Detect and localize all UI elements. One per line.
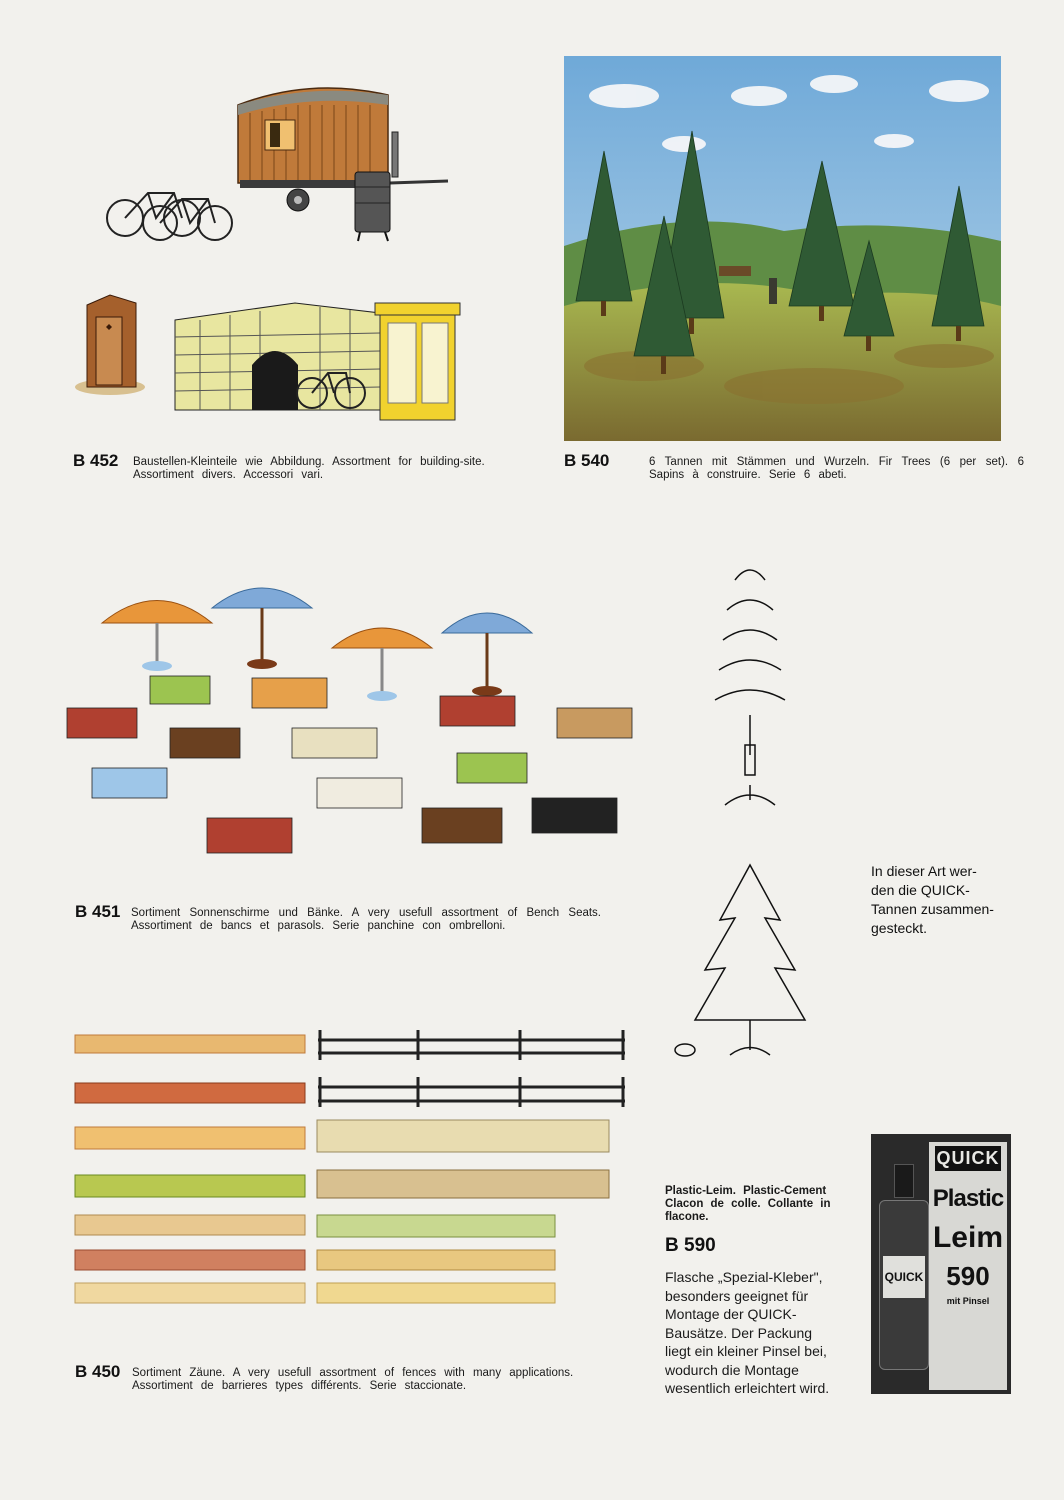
- glue-body-line-3: Montage der QUICK-: [665, 1306, 797, 1322]
- item-code-b450: B 450: [75, 1362, 121, 1381]
- tree-note-line-4: gesteckt.: [871, 920, 928, 936]
- post-rail-fence-shapes: [318, 1030, 625, 1107]
- item-description-b540: 6 Tannen mit Stämmen und Wurzeln. Fir Trees (6 per set). 6 Sapins à construire. Serie 6 abeti.: [649, 456, 1024, 481]
- tree-note-line-3: Tannen zusammen-: [871, 901, 994, 917]
- outhouse-image: [75, 295, 145, 395]
- tree-assembly-drawing-complete: [665, 860, 835, 1070]
- bicycles-image: [107, 193, 232, 240]
- tree-assembly-drawing-exploded: [665, 555, 835, 820]
- glue-box-face: [929, 1142, 1007, 1390]
- glue-box-sub: mit Pinsel: [946, 1296, 990, 1306]
- glue-box-brand: QUICK: [935, 1146, 1001, 1171]
- glue-heading-line-2: Clacon de colle. Collante in: [665, 1198, 831, 1210]
- phone-booth-image: [375, 303, 460, 420]
- glue-body-line-1: Flasche „Spezial-Kleber",: [665, 1269, 823, 1285]
- lattice-fence-shapes: [75, 1035, 305, 1303]
- glue-description: [665, 1268, 870, 1398]
- item-description-b451: Sortiment Sonnenschirme und Bänke. A very usefull assortment of Bench Seats. Assortiment de bancs et parasols. Serie panchine con ombrelloni.: [131, 907, 601, 932]
- tree-assembly-note: [871, 862, 1031, 938]
- glue-body-line-4: Bausätze. Der Packung: [665, 1324, 813, 1341]
- glue-body-line-5: liegt ein kleiner Pinsel bei,: [665, 1343, 827, 1359]
- tree-note-line-2: den die QUICK-: [871, 882, 970, 898]
- item-description-b452: Baustellen-Kleinteile wie Abbildung. Assortment for building-site. Assortiment divers. Accessori vari.: [133, 456, 485, 481]
- glue-box-photo: [871, 1134, 1011, 1394]
- site-parts-illustration: [70, 75, 540, 430]
- glue-bottle: [877, 1164, 931, 1374]
- picket-fence-shapes: [317, 1120, 609, 1303]
- item-description-b450: Sortiment Zäune. A very usefull assortment of fences with many applications. Assortiment de barrieres types différents. Serie staccionate.: [132, 1367, 574, 1392]
- glue-heading: [665, 1185, 865, 1224]
- construction-hut-image: [238, 88, 448, 211]
- glue-bottle-label: QUICK: [883, 1256, 925, 1298]
- glue-body-line-7: wesentlich erleichtert wird.: [665, 1380, 830, 1396]
- glue-body-line-6: wodurch die Montage: [665, 1361, 799, 1378]
- parasols-benches-illustration: [62, 578, 652, 888]
- glue-body-line-2: besonders geeignet für: [665, 1287, 809, 1304]
- glue-box-line-1: Plastic: [932, 1185, 1004, 1212]
- bench-shapes: [67, 676, 632, 853]
- item-code-b452: B 452: [73, 451, 119, 470]
- glue-box-line-2: Leim: [932, 1221, 1004, 1254]
- fences-illustration: [70, 1025, 635, 1315]
- glue-box-number: 590: [946, 1261, 990, 1291]
- glue-heading-line-3: flacone.: [665, 1211, 709, 1223]
- fir-trees-photo: [564, 56, 1001, 441]
- tree-note-line-1: In dieser Art wer-: [871, 863, 977, 879]
- stone-tunnel-image: [175, 303, 380, 410]
- glue-heading-line-1: Plastic-Leim. Plastic-Cement: [665, 1185, 827, 1197]
- item-code-b540: B 540: [564, 451, 610, 470]
- item-code-b590: B 590: [665, 1235, 716, 1256]
- item-code-b451: B 451: [75, 902, 121, 921]
